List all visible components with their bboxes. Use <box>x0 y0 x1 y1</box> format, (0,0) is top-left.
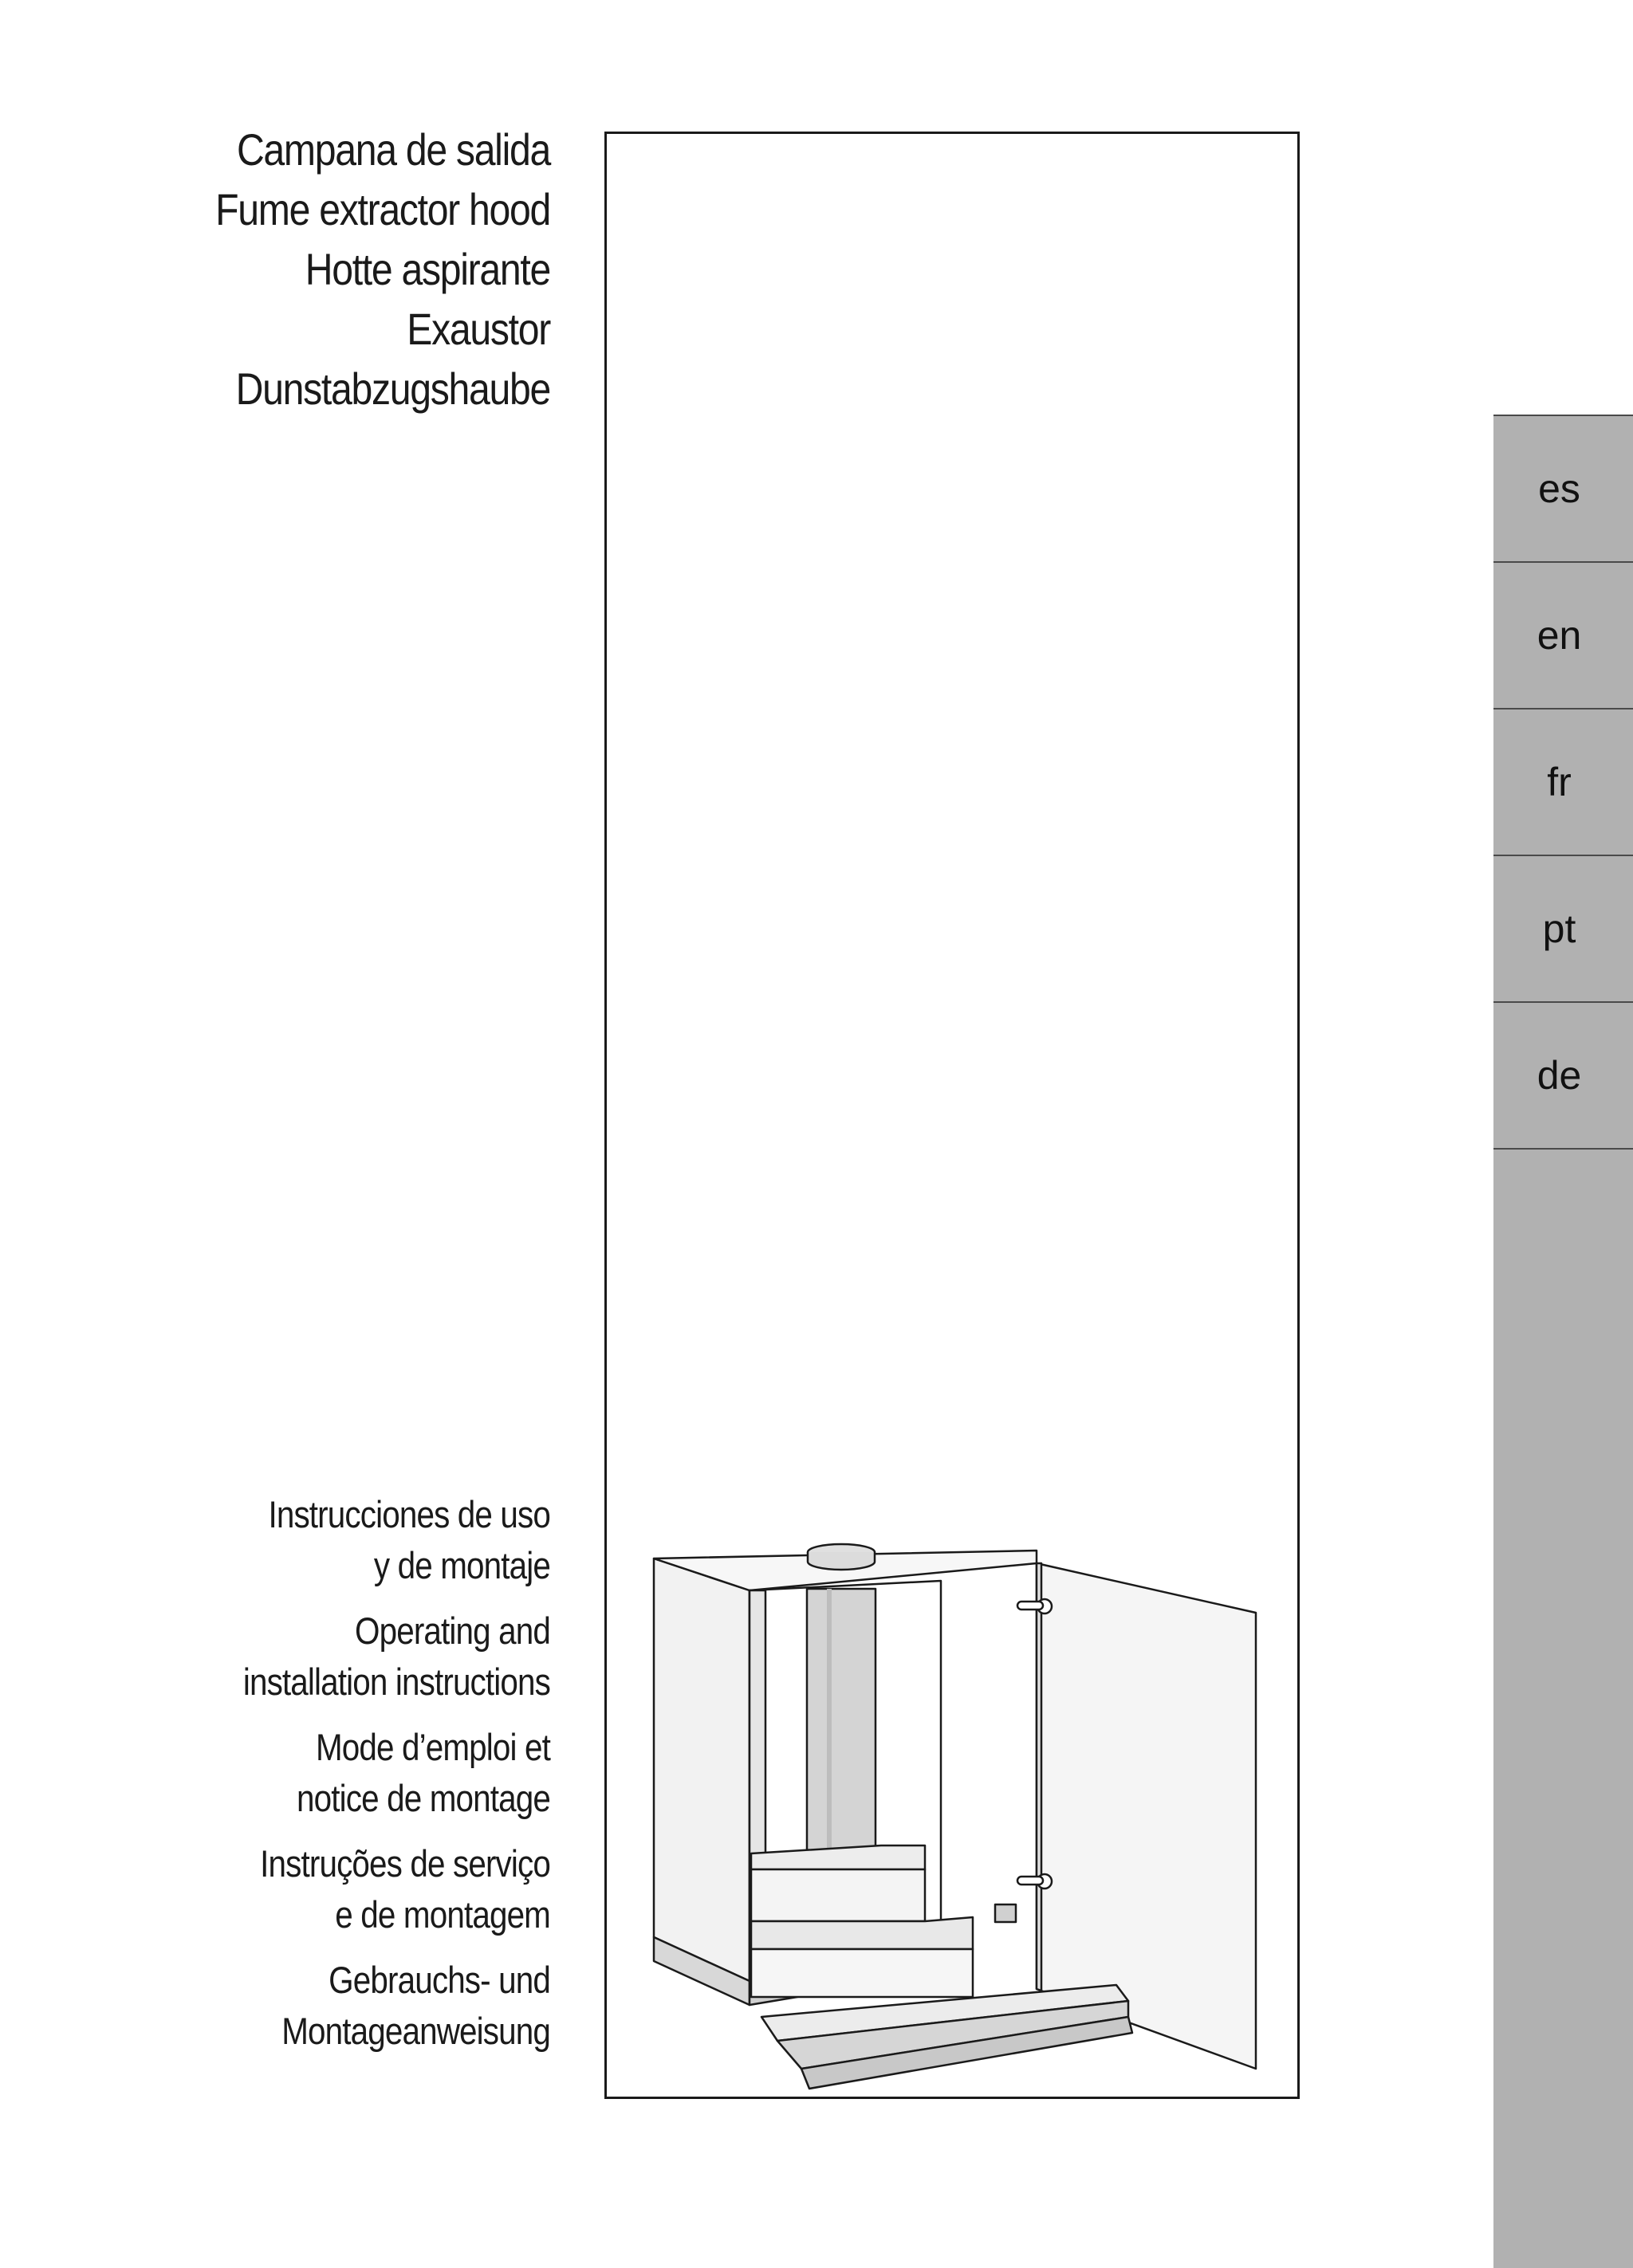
title-es: Campana de salida <box>236 124 550 175</box>
instruction-line: Mode d’emploi et <box>315 1726 550 1768</box>
tab-pt[interactable]: pt <box>1493 855 1633 1001</box>
instruction-line: y de montaje <box>373 1544 550 1586</box>
instruction-es <box>96 1489 550 1591</box>
title-fr: Hotte aspirante <box>305 244 550 294</box>
tab-de[interactable]: de <box>1493 1001 1633 1150</box>
title-de: Dunstabzugshaube <box>235 364 550 414</box>
instruction-line: Gebrauchs- und <box>329 1959 550 2001</box>
instruction-titles <box>96 1489 550 2071</box>
instruction-fr <box>96 1722 550 1824</box>
instruction-line: Operating and <box>354 1610 550 1652</box>
instruction-en <box>96 1606 550 1708</box>
product-titles <box>96 120 550 419</box>
tab-es[interactable]: es <box>1493 415 1633 561</box>
title-pt: Exaustor <box>407 304 550 354</box>
language-tab-strip <box>1493 415 1633 2268</box>
instruction-line: e de montagem <box>335 1893 550 1936</box>
instruction-line: installation instructions <box>242 1661 550 1703</box>
instruction-de <box>96 1955 550 2057</box>
tab-fr[interactable]: fr <box>1493 708 1633 855</box>
instruction-line: notice de montage <box>297 1777 550 1819</box>
hood-cabinet-illustration <box>638 1519 1276 2093</box>
title-en: Fume extractor hood <box>215 184 550 234</box>
instruction-line: Montageanweisung <box>281 2010 550 2052</box>
instruction-pt <box>96 1838 550 1940</box>
instruction-line: Instrucciones de uso <box>268 1493 550 1535</box>
instruction-line: Instruções de serviço <box>260 1842 550 1885</box>
tab-en[interactable]: en <box>1493 561 1633 708</box>
